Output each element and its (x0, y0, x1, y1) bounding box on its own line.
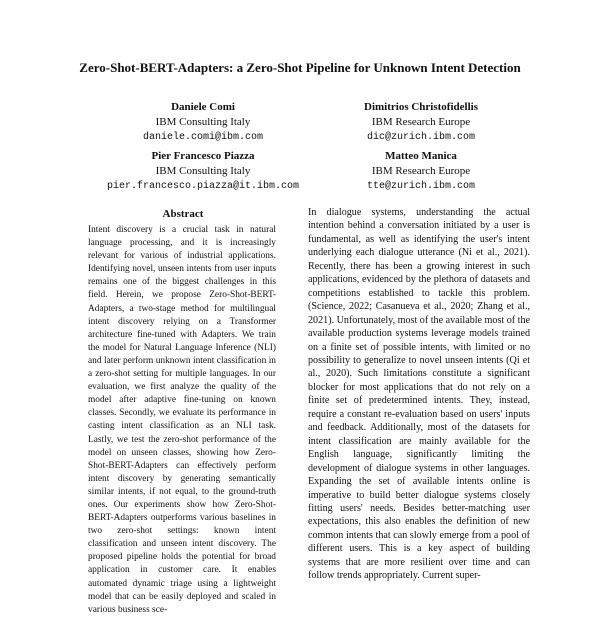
author-block-2 (306, 100, 536, 145)
abstract-heading: Abstract (162, 208, 204, 220)
author-email: dic@zurich.ibm.com (366, 132, 476, 143)
author-affiliation: IBM Consulting Italy (155, 116, 251, 128)
author-name: Matteo Manica (385, 150, 457, 162)
author-email: daniele.comi@ibm.com (142, 132, 264, 143)
abstract-text: Intent discovery is a crucial task in natural language processing, and it is increasingly relevant for various of industrial applications. Identifying novel, unseen intents from user inputs remains one of the biggest challenges in this field. Herein, we propose Zero-Shot-BERT-Adapters, a two-stage method for multilingual intent discovery relying on a Transformer architecture fine-tuned with Adapters. We train the model for Natural Language Inference (NLI) and later perform unknown intent classification in a zero-shot setting for multiple languages. In our evaluation, we first analyze the quality of the model after adaptive fine-tuning on known classes. Secondly, we evaluate its performance in casting intent classification as an NLI task. Lastly, we test the zero-shot performance of the model on unseen classes, showing how Zero-Shot-BERT-Adapters can effectively perform intent discovery by generating semantically similar intents, if not equal, to the ground-truth ones. Our experiments show how Zero-Shot-BERT-Adapters outperforms various baselines in two zero-shot settings: known intent classification and unseen intent discovery. The proposed pipeline holds the potential for broad application in customer care. It enables automated dynamic triage using a lightweight model that can be easily deployed and scaled in various business sce- (88, 225, 276, 615)
author-affiliation: IBM Consulting Italy (155, 165, 251, 177)
author-block-4 (306, 149, 536, 194)
author-affiliation: IBM Research Europe (371, 165, 471, 177)
author-name: Dimitrios Christofidellis (364, 101, 478, 113)
author-name: Pier Francesco Piazza (151, 150, 255, 162)
author-affiliation: IBM Research Europe (371, 116, 471, 128)
author-block-1 (88, 100, 318, 145)
author-block-3 (72, 149, 334, 194)
author-name: Daniele Comi (171, 101, 235, 113)
introduction-text: In dialogue systems, understanding the actual intention behind a conversation initiated by a user is fundamental, as well as identifying the user's intent underlying each dialogue utterance (Ni et al., 2021). Recently, there has been a growing interest in such applications, evidenced by the plethora of datasets and competitions established to tackle this problem. (Science, 2022; Casanueva et al., 2020; Zhang et al., 2021). Unfortunately, most of the available most of the available production systems leverage models trained on a finite set of possible intents, with limited or no possibility to generalize to novel unseen intents (Qi et al., 2020). Such limitations constitute a significant blocker for most applications that do not rely on a finite set of predetermined intents. They, instead, require a constant re-evaluation based on users' inputs and feedback. Additionally, most of the datasets for intent classification are mainly available for the English language, significantly limiting the development of dialogue systems in other languages. Expanding the set of available intents online is imperative to build better dialogue systems closely fitting users' needs. Besides better-matching user expectations, this also enables the definition of new common intents that can slowly emerge from a pool of different users. This is a key aspect of building systems that are more resilient over time and can follow trends appropriately. Current super- (308, 207, 530, 582)
paper-title: Zero-Shot-BERT-Adapters: a Zero-Shot Pipeline for Unknown Intent Detection (79, 60, 521, 75)
author-email: tte@zurich.ibm.com (366, 181, 476, 192)
author-email: pier.francesco.piazza@it.ibm.com (106, 181, 300, 192)
